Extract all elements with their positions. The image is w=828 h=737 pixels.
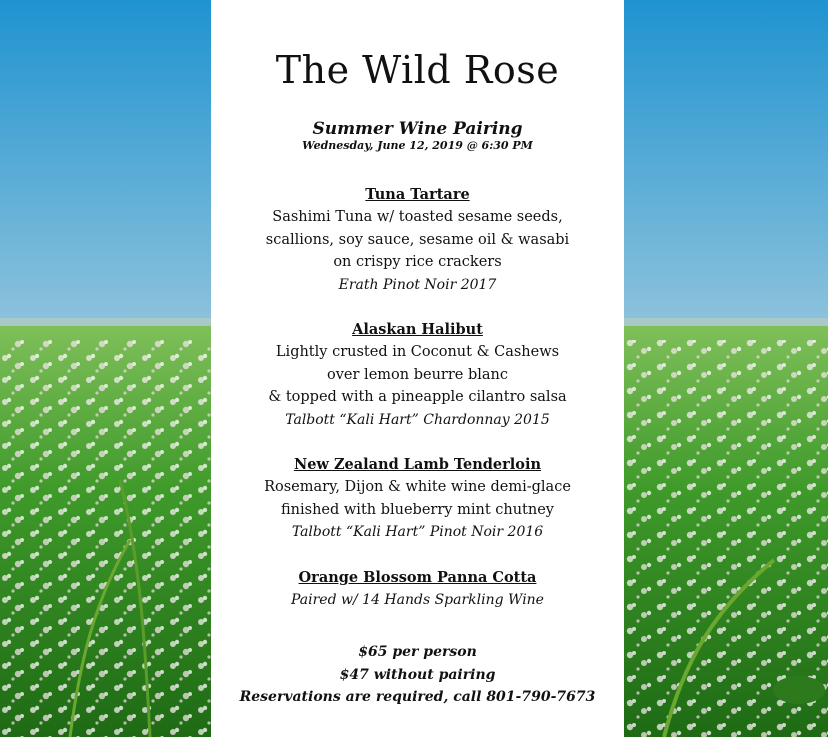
wine-pairing: Talbott “Kali Hart” Chardonnay 2015: [285, 411, 550, 428]
pricing-footer: [211, 641, 624, 709]
course-name: Alaskan Halibut: [352, 321, 483, 338]
course-lamb-tenderloin: [211, 453, 624, 544]
course-name: Orange Blossom Panna Cotta: [298, 569, 537, 586]
course-description-line: over lemon beurre blanc: [327, 366, 508, 383]
course-description-line: Lightly crusted in Coconut & Cashews: [275, 344, 560, 360]
event-subtitle: Summer Wine Pairing: [312, 119, 523, 139]
course-description-line: & topped with a pineapple cilantro salsa: [268, 389, 567, 405]
price-without-pairing: $47 without pairing: [339, 666, 496, 683]
wine-pairing: Paired w/ 14 Hands Sparkling Wine: [291, 592, 544, 608]
event-date: Wednesday, June 12, 2019 @ 6:30 PM: [302, 139, 533, 152]
course-description-line: Rosemary, Dijon & white wine demi-glace: [264, 479, 571, 495]
course-description-line: finished with blueberry mint chutney: [281, 501, 554, 518]
course-alaskan-halibut: [211, 318, 624, 431]
course-name: Tuna Tartare: [365, 186, 470, 203]
course-panna-cotta: [211, 566, 624, 612]
price-with-pairing: $65 per person: [358, 644, 477, 660]
wine-pairing: Talbott “Kali Hart” Pinot Noir 2016: [291, 524, 544, 540]
background-field-left: [0, 0, 211, 737]
menu-card: [211, 0, 624, 737]
course-name: New Zealand Lamb Tenderloin: [293, 456, 542, 473]
background-field-right: [624, 0, 828, 737]
course-description-line: on crispy rice crackers: [333, 254, 502, 270]
reservation-note: Reservations are required, call 801-790-7673: [239, 689, 596, 705]
restaurant-title: The Wild Rose: [275, 48, 560, 92]
course-description-line: scallions, soy sauce, sesame oil & wasabi: [265, 231, 570, 248]
course-tuna-tartare: [211, 183, 624, 296]
wine-pairing: Erath Pinot Noir 2017: [338, 276, 497, 293]
course-description-line: Sashimi Tuna w/ toasted sesame seeds,: [272, 209, 563, 225]
